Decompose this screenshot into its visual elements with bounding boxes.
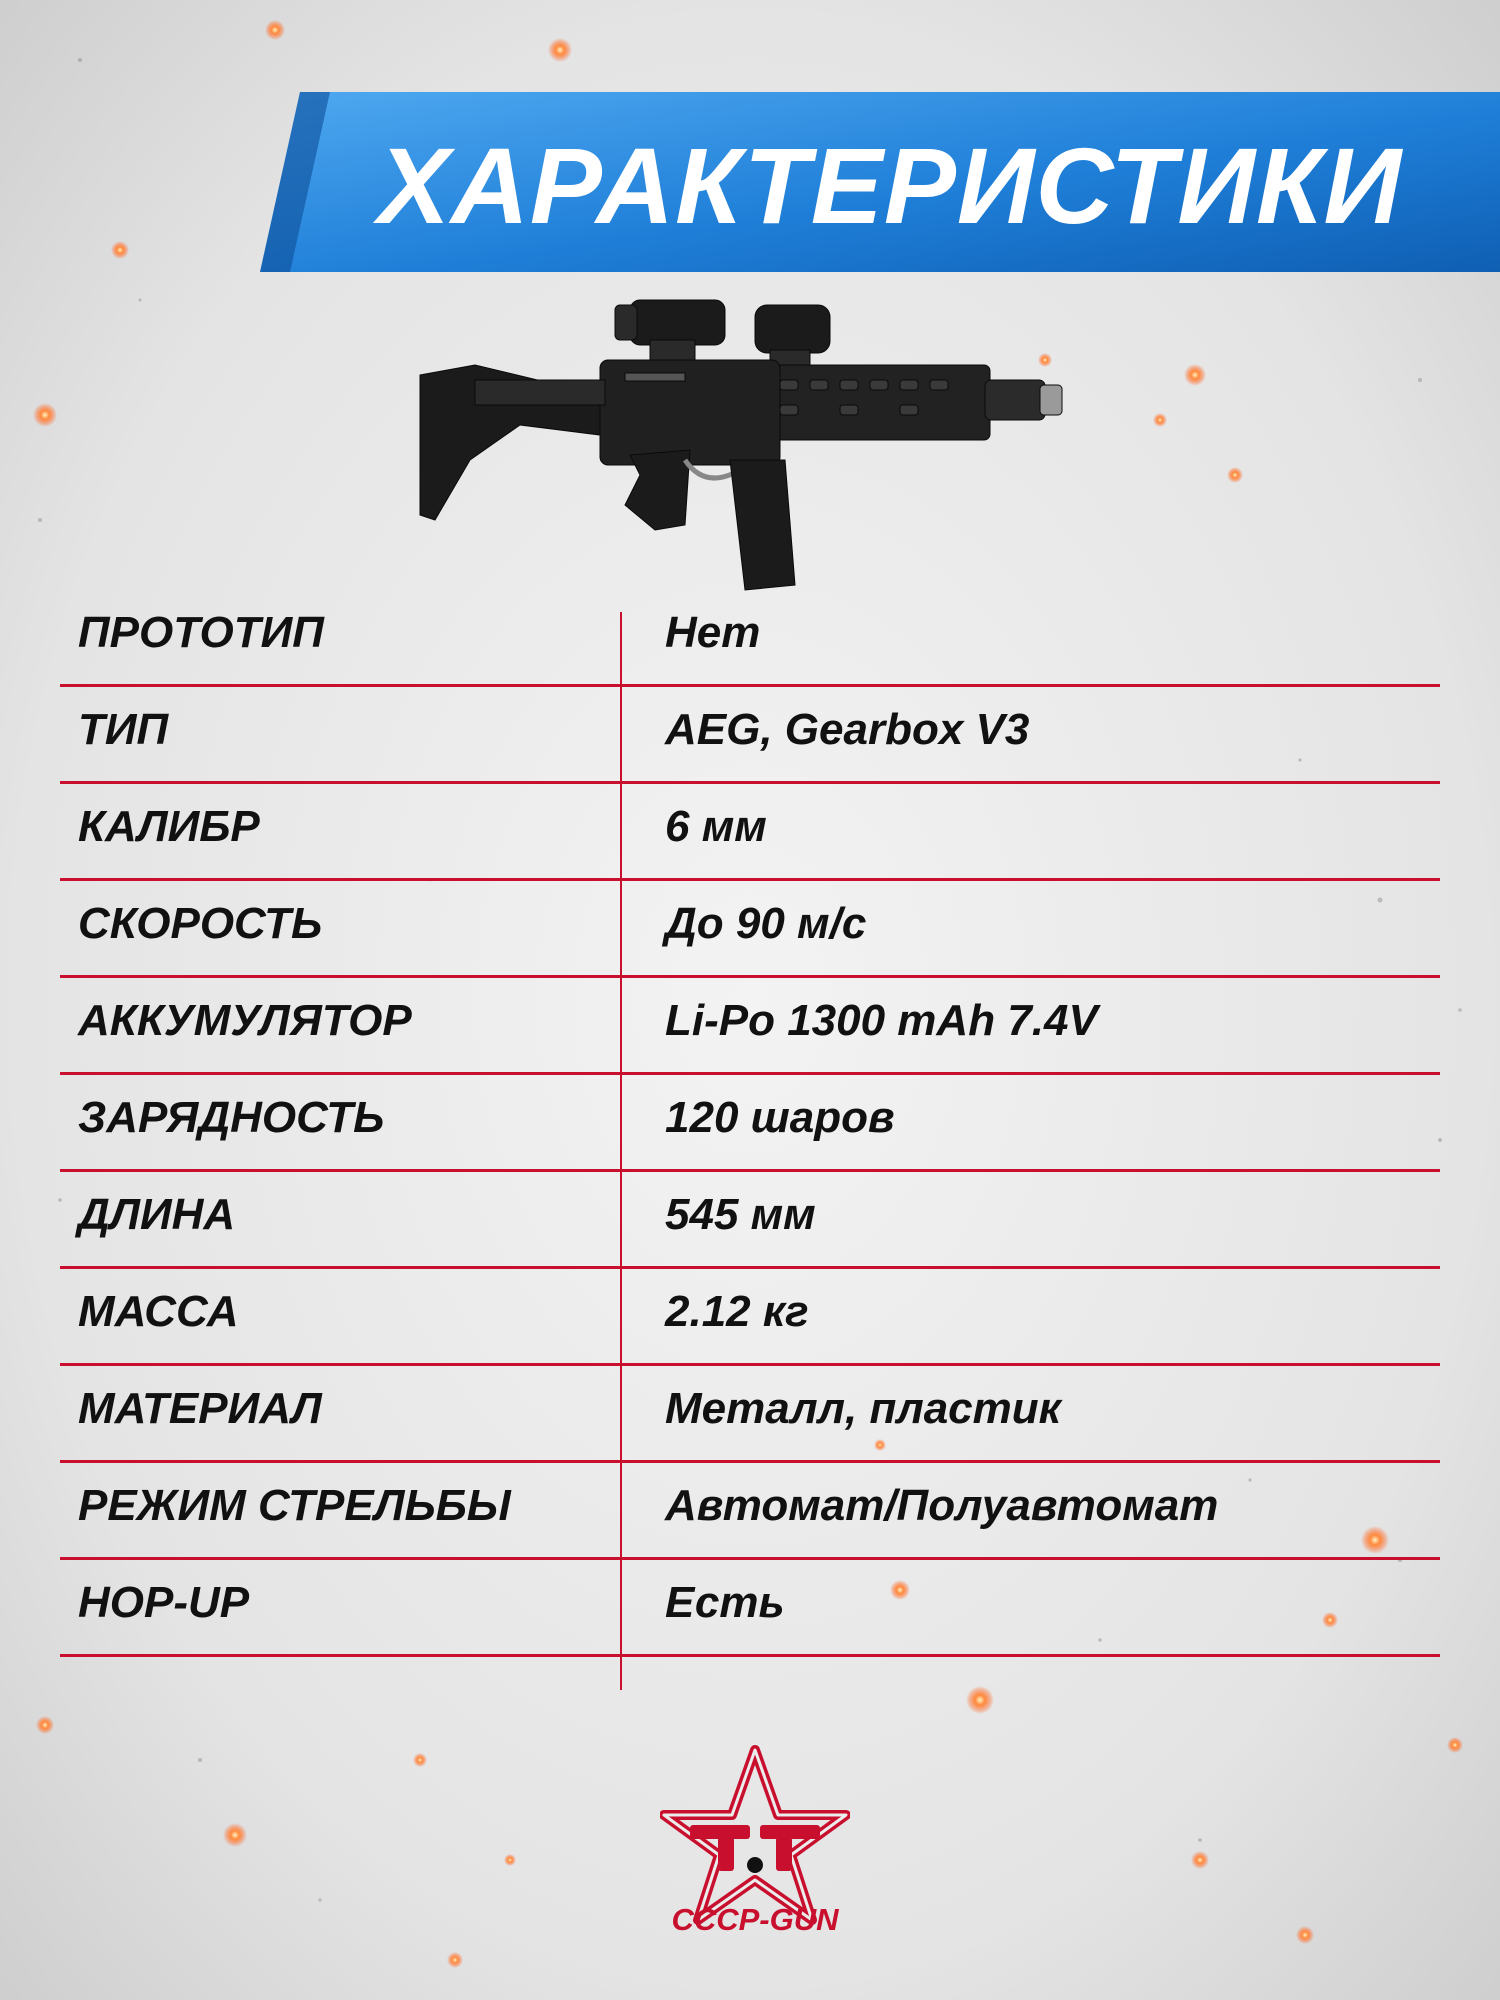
spec-label: СКОРОСТЬ <box>78 899 323 948</box>
spec-row-type <box>60 687 1440 784</box>
spec-row-mass <box>60 1269 1440 1366</box>
spec-label: ЗАРЯДНОСТЬ <box>78 1093 385 1142</box>
spec-label: ПРОТОТИП <box>78 608 324 657</box>
brand-name: CCCP-GUN <box>671 1902 839 1937</box>
spec-row-material <box>60 1366 1440 1463</box>
spec-value: 120 шаров <box>665 1093 895 1142</box>
spec-value: Нет <box>665 608 761 657</box>
spec-value: До 90 м/с <box>665 899 867 948</box>
spec-value: Есть <box>665 1578 785 1627</box>
spec-label: РЕЖИМ СТРЕЛЬБЫ <box>78 1481 511 1530</box>
spec-row-length <box>60 1172 1440 1269</box>
spec-label: HOP-UP <box>78 1578 250 1627</box>
spec-row-caliber <box>60 784 1440 881</box>
spec-row-prototype <box>60 590 1440 687</box>
spec-label: МАССА <box>78 1287 239 1336</box>
spec-label: МАТЕРИАЛ <box>78 1384 322 1433</box>
spec-label: КАЛИБР <box>78 802 260 851</box>
spec-value: Автомат/Полуавтомат <box>665 1481 1219 1530</box>
page-title: ХАРАКТЕРИСТИКИ <box>377 124 1403 246</box>
spec-value: Металл, пластик <box>665 1384 1061 1433</box>
spec-value: 2.12 кг <box>665 1287 809 1336</box>
spec-row-speed <box>60 881 1440 978</box>
spec-value: Li-Po 1300 mAh 7.4V <box>665 996 1098 1045</box>
spec-row-fire-mode <box>60 1463 1440 1560</box>
spec-value: AEG, Gearbox V3 <box>665 705 1030 754</box>
spec-label: ДЛИНА <box>78 1190 236 1239</box>
spec-row-battery <box>60 978 1440 1075</box>
spec-label: АККУМУЛЯТОР <box>78 996 412 1045</box>
spec-value: 545 мм <box>665 1190 816 1239</box>
spec-value: 6 мм <box>665 802 767 851</box>
spec-row-capacity <box>60 1075 1440 1172</box>
rifle-image <box>400 285 1080 605</box>
spec-label: ТИП <box>78 705 169 754</box>
spec-row-hop-up <box>60 1560 1440 1657</box>
